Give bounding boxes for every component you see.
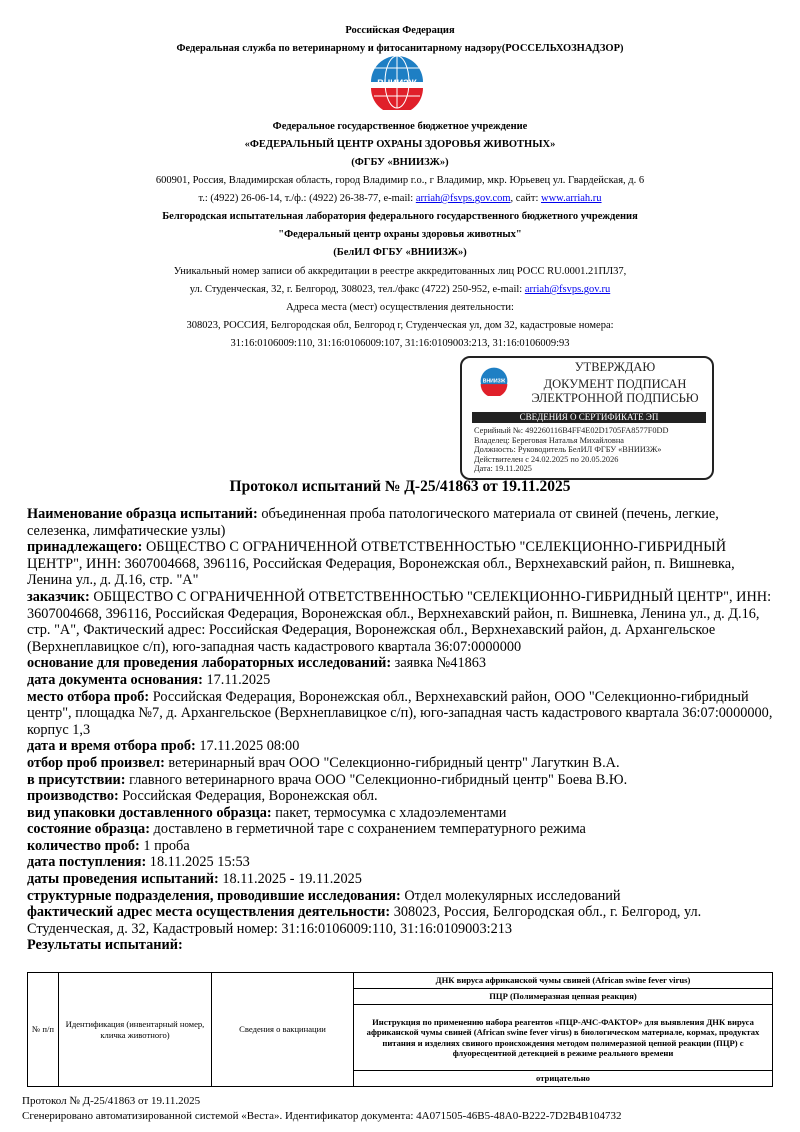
header-service: Федеральная служба по ветеринарному и фитосанитарному надзору(РОССЕЛЬХОЗНАДЗОР) [176, 43, 624, 54]
field-0 [27, 506, 775, 539]
field-value: Российская Федерация, Воронежская обл., Верхнехавский район, ООО "Селекционно-гибридный центр", площадка №7, д. Архангельское (Верхнеплавицкое с/п), юго-западная часть кадастрового квартала 36:07:0000000, корпус 1,3 [27, 688, 773, 738]
field-value: главного ветеринарного врача ООО "Селекционно-гибридный центр" Боева В.Ю. [125, 771, 628, 788]
field-value: 18.11.2025 - 19.11.2025 [218, 871, 362, 888]
places-address: 308023, РОССИЯ, Белгородская обл, Белгород г, Студенческая ул, дом 32, кадастровые номера: [186, 320, 614, 331]
field-label: основание для проведения лабораторных исследований: [27, 655, 392, 672]
field-value: Отдел молекулярных исследований [400, 887, 621, 904]
field-label: дата и время отбора проб: [27, 738, 196, 755]
field-value: Российская Федерация, Воронежская обл. [118, 788, 378, 805]
lab-address: ул. Студенческая, 32, г. Белгород, 308023, тел./факс (4722) 250-952, e-mail: [189, 284, 525, 295]
e-signature-stamp [460, 356, 714, 480]
field-value: 17.11.2025 [202, 671, 271, 688]
field-7 [27, 755, 775, 772]
field-8 [27, 772, 775, 789]
field-3 [27, 655, 775, 672]
results-table [27, 972, 773, 1087]
lab-email-link[interactable]: arriah@fsvps.gov.ru [524, 284, 611, 295]
phones: т.: (4922) 26-06-14, т./ф.: (4922) 26-38-77, e-mail: [198, 193, 416, 204]
cert-serial: Серийный №: 492260116B4FF4E02D1705FA8577F0DD [474, 426, 669, 435]
field-value: доставлено в герметичной таре с сохранением температурного режима [149, 821, 586, 838]
header-country: Российская Федерация [345, 25, 455, 36]
field-4 [27, 672, 775, 689]
org-type: Федеральное государственное бюджетное учреждение [272, 121, 528, 132]
field-1 [27, 539, 775, 589]
places-label: Адреса места (мест) осуществления деятельности: [286, 302, 514, 313]
field-value: ОБЩЕСТВО С ОГРАНИЧЕННОЙ ОТВЕТСТВЕННОСТЬЮ "СЕЛЕКЦИОННО-ГИБРИДНЫЙ ЦЕНТР", ИНН: 3607004668, 396116, Российская Федерация, Воронежская обл., Верхнехавский район, п. Вишневка, Ленина ул., д. Д.16, стр. "А", Фактический адрес: Российская Федерация, Воронежская обл., Верхнехавский район, д. Архангельское (Верхнеплавицкое с/п), юго-западная часть кадастрового квартала 36:07:0000000 [27, 588, 772, 655]
test-result: отрицательно [354, 1071, 773, 1087]
field-value: 18.11.2025 15:53 [146, 854, 250, 871]
test-target: ДНК вируса африканской чумы свиней (African swine fever virus) [354, 973, 773, 989]
cert-date: Дата: 19.11.2025 [474, 464, 532, 473]
org-short: (ФГБУ «ВНИИЗЖ») [351, 157, 449, 168]
lab-short: (БелИЛ ФГБУ «ВНИИЗЖ») [333, 247, 467, 258]
results-label: Результаты испытаний: [27, 937, 183, 954]
cert-validity: Действителен с 24.02.2025 по 20.05.2026 [474, 454, 619, 464]
field-label: структурные подразделения, проводившие исследования: [27, 887, 401, 904]
field-value: объединенная проба патологического материала от свиней (печень, легкие, селезенка, лимфатические узлы) [27, 506, 719, 539]
field-12 [27, 838, 775, 855]
field-value: 1 проба [139, 837, 190, 854]
field-15 [27, 888, 775, 905]
test-method: ПЦР (Полимеразная цепная реакция) [354, 989, 773, 1005]
org-address: 600901, Россия, Владимирская область, город Владимир г.о., г Владимир, мкр. Юрьевец ул. Гвардейская, д. 6 [155, 175, 645, 186]
lab-name-2: "Федеральный центр охраны здоровья животных" [278, 229, 522, 240]
field-16 [27, 904, 775, 937]
field-label: принадлежащего: [27, 539, 143, 556]
field-value: ветеринарный врач ООО "Селекционно-гибридный центр" Лагуткин В.А. [164, 754, 620, 771]
svg-text:ВНИИЗЖ: ВНИИЗЖ [377, 78, 417, 88]
svg-text:ВНИИЗЖ: ВНИИЗЖ [482, 378, 506, 385]
vniizzh-logo [362, 54, 432, 110]
field-value: заявка №41863 [391, 655, 487, 672]
org-contacts [0, 193, 800, 205]
org-name: «ФЕДЕРАЛЬНЫЙ ЦЕНТР ОХРАНЫ ЗДОРОВЬЯ ЖИВОТНЫХ» [244, 139, 556, 150]
field-value: пакет, термосумка с хладоэлементами [271, 804, 507, 821]
field-6 [27, 738, 775, 755]
field-value: 308023, Россия, Белгородская обл., г. Белгород, ул. Студенческая, д. 32, Кадастровый номер: 31:16:0106009:110, 31:16:0109003:213 [27, 904, 702, 937]
test-instruction: Инструкция по применению набора реагентов «ПЦР-АЧС-ФАКТОР» для выявления ДНК вируса африканской чумы свиней (African swine fever virus) в биологическом материале, кормах, продуктах питания и изделиях свиного происхождения методом полимеразной цепной реакции (ПЦР) с флуоресцентной детекцией в режиме реального времени [354, 1005, 773, 1071]
cert-position: Должность: Руководитель БелИЛ ФГБУ «ВНИИЗЖ» [474, 445, 662, 454]
field-2 [27, 589, 775, 655]
field-10 [27, 805, 775, 822]
sample-details [27, 506, 775, 954]
col-vaccination: Сведения о вакцинации [212, 973, 354, 1087]
stamp-logo [476, 366, 512, 396]
field-label: дата документа основания: [27, 671, 203, 688]
footer-protocol: Протокол № Д-25/41863 от 19.11.2025 [22, 1095, 201, 1107]
stamp-signed-2: ЭЛЕКТРОННОЙ ПОДПИСЬЮ [531, 391, 699, 405]
site-link[interactable]: www.arriah.ru [541, 193, 602, 204]
cadastral-numbers: 31:16:0106009:110, 31:16:0106009:107, 31:16:0109003:213, 31:16:0106009:93 [230, 338, 570, 349]
field-label: фактический адрес места осуществления деятельности: [27, 904, 391, 921]
field-label: место отбора проб: [27, 688, 150, 705]
footer-generated: Сгенерировано автоматизированной системой «Веста». Идентификатор документа: 4A071505-46B5-48A0-B222-7D2B4B104732 [22, 1110, 622, 1122]
field-value: ОБЩЕСТВО С ОГРАНИЧЕННОЙ ОТВЕТСТВЕННОСТЬЮ "СЕЛЕКЦИОННО-ГИБРИДНЫЙ ЦЕНТР", ИНН: 3607004668, 396116, Российская Федерация, Воронежская обл., Верхнехавский район, п. Вишневка, Ленина ул., д. Д.16, стр. "А" [27, 539, 735, 589]
lab-name: Белгородская испытательная лаборатория федерального государственного бюджетного учреждения [162, 211, 638, 222]
lab-contacts [0, 284, 800, 296]
field-label: вид упаковки доставленного образца: [27, 804, 272, 821]
col-number: № п/п [28, 973, 59, 1087]
stamp-approve: УТВЕРЖДАЮ [574, 360, 656, 374]
field-label: в присутствии: [27, 771, 126, 788]
email-link[interactable]: arriah@fsvps.gov.com [415, 193, 511, 204]
field-14 [27, 871, 775, 888]
col-identification: Идентификация (инвентарный номер, кличка животного) [59, 973, 212, 1087]
field-label: количество проб: [27, 837, 140, 854]
field-label: заказчик: [27, 588, 90, 605]
field-value: 17.11.2025 08:00 [195, 738, 300, 755]
stamp-signed: ДОКУМЕНТ ПОДПИСАН [543, 377, 687, 391]
field-label: отбор проб произвел: [27, 754, 165, 771]
field-label: дата поступления: [27, 854, 147, 871]
field-13 [27, 854, 775, 871]
field-label: состояние образца: [27, 821, 150, 838]
field-label: даты проведения испытаний: [27, 871, 219, 888]
cert-header: СВЕДЕНИЯ О СЕРТИФИКАТЕ ЭП [472, 412, 706, 423]
protocol-title: Протокол испытаний № Д-25/41863 от 19.11.2025 [229, 478, 571, 495]
field-label: производство: [27, 788, 119, 805]
field-5 [27, 689, 775, 739]
field-9 [27, 788, 775, 805]
site-label: , сайт: [510, 193, 541, 204]
cert-owner: Владелец: Береговая Наталья Михайловна [474, 435, 624, 445]
field-11 [27, 821, 775, 838]
field-label: Наименование образца испытаний: [27, 506, 258, 522]
accreditation: Уникальный номер записи об аккредитации в реестре аккредитованных лиц РОСС RU.0001.21ПЛ37, [173, 266, 627, 277]
